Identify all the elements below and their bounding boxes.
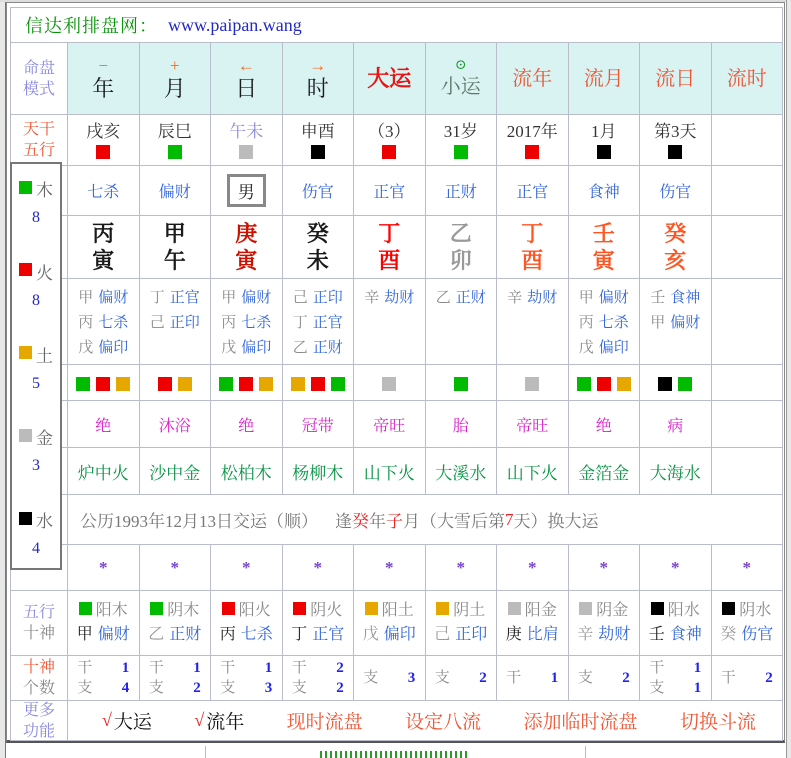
header-liushi[interactable]: 流时 — [712, 43, 783, 114]
row-label-wuxing-shishen: 五行 十神 — [11, 591, 67, 655]
hidden-stems-cell: 辛 劫财 — [354, 279, 425, 364]
count-cell: 干 1 支 4 — [68, 656, 139, 700]
water-square-icon — [19, 510, 32, 530]
metal-count: 3 — [32, 457, 40, 475]
element-square — [379, 145, 399, 159]
star-link[interactable]: * — [456, 557, 465, 577]
header-day-pillar[interactable]: ← 日 — [211, 43, 282, 114]
button-current-flow-chart[interactable]: 现时流盘 — [286, 712, 363, 733]
hidden-stems-cell: 甲 偏财 丙 七杀 戊 偏印 — [569, 279, 640, 364]
liunian-year: 2017年 — [497, 115, 568, 165]
water-count: 4 — [32, 540, 40, 557]
fire-count: 8 — [32, 291, 40, 309]
count-cell: 干 1 支 2 — [140, 656, 211, 700]
gender-cell — [211, 166, 282, 215]
ganzhi-hour: 癸 未 — [283, 216, 354, 278]
wuxing-cell: 阳火 丙 七杀 — [211, 591, 282, 655]
star-cell — [140, 545, 211, 590]
button-add-temp-flow-chart[interactable]: 添加临时流盘 — [523, 712, 638, 733]
nayin-cell: 沙中金 — [140, 448, 211, 494]
element-squares — [73, 377, 133, 391]
window-right-edge — [786, 0, 791, 758]
tengod-cell: 七杀 — [68, 166, 139, 215]
count-cell: 干 2 支 2 — [283, 656, 354, 700]
tengod-cell: 正财 — [426, 166, 497, 215]
element-squares — [155, 377, 195, 391]
hidden-stems-cell: 乙 正财 — [426, 279, 497, 364]
star-link[interactable]: * — [742, 557, 751, 577]
element-squares — [216, 377, 276, 391]
element-squares-cell — [283, 365, 354, 400]
dayun-index: （3） — [354, 115, 425, 165]
ganzhi-dayun[interactable]: 丁 酉 — [354, 216, 425, 278]
element-square — [722, 599, 735, 623]
star-link[interactable]: * — [528, 557, 537, 577]
element-square — [308, 145, 328, 159]
button-switch-dou-flow[interactable]: 切换斗流 — [679, 712, 756, 733]
stage-cell: 绝 — [211, 401, 282, 447]
star-cell — [497, 545, 568, 590]
wuxing-cell: 阴火 丁 正官 — [283, 591, 354, 655]
wood-count: 8 — [32, 209, 40, 226]
element-count-water: 水 4 — [12, 507, 60, 558]
earth-square-icon — [19, 344, 32, 364]
sun-icon[interactable]: ⊙ — [454, 57, 467, 73]
xiaoyun-age: 31岁 — [426, 115, 497, 165]
nayin-cell: 大溪水 — [426, 448, 497, 494]
tengod-cell: 伤官 — [640, 166, 711, 215]
wuxing-cell: 阳水 壬 食神 — [640, 591, 711, 655]
gender-badge[interactable]: 男 — [227, 174, 266, 207]
void-cell: 申酉 — [283, 115, 354, 165]
cutoff-grid-line — [585, 746, 586, 758]
liuyue-month: 1月 — [569, 115, 640, 165]
site-url-link[interactable]: www.paipan.wang — [168, 14, 302, 35]
star-link[interactable]: * — [599, 557, 608, 577]
star-cell — [712, 545, 783, 590]
nayin-cell: 松柏木 — [211, 448, 282, 494]
void-cell: 戌亥 — [68, 115, 139, 165]
star-cell — [569, 545, 640, 590]
wuxing-cell: 阳木 甲 偏财 — [68, 591, 139, 655]
header-hour-pillar[interactable]: → 时 — [283, 43, 354, 114]
header-dayun[interactable]: 大运 — [354, 43, 425, 114]
star-cell — [354, 545, 425, 590]
element-squares — [522, 377, 542, 391]
nayin-cell-empty — [712, 448, 783, 494]
stage-cell: 帝旺 — [497, 401, 568, 447]
stage-cell: 沐浴 — [140, 401, 211, 447]
element-count-fire: 火 8 — [12, 259, 60, 310]
ganzhi-xiaoyun[interactable]: 乙 卯 — [426, 216, 497, 278]
luck-transition-note: 公历1993年12月13日交运（顺） 逢 癸 年 子 月（大雪后第 7 天）换大运 — [68, 495, 782, 544]
star-cell — [640, 545, 711, 590]
element-squares-cell — [68, 365, 139, 400]
five-elements-panel — [10, 162, 62, 570]
stage-cell-empty — [712, 401, 783, 447]
nayin-cell: 大海水 — [640, 448, 711, 494]
stage-cell: 病 — [640, 401, 711, 447]
element-square — [451, 145, 471, 159]
element-squares — [655, 377, 695, 391]
nayin-cell: 山下火 — [497, 448, 568, 494]
row-label-more-functions: 更多 功能 — [11, 701, 67, 740]
element-squares-cell — [569, 365, 640, 400]
earth-count: 5 — [32, 374, 40, 392]
element-square — [436, 599, 449, 623]
toggle-dayun[interactable]: √ 大运 — [102, 710, 152, 733]
arrow-left-icon[interactable]: ← — [237, 55, 255, 75]
element-squares — [379, 377, 399, 391]
hidden-stems-cell: 辛 劫财 — [497, 279, 568, 364]
plus-icon[interactable]: + — [169, 55, 180, 75]
more-functions-bar — [68, 701, 782, 740]
wood-square-icon — [19, 179, 32, 199]
tengod-cell: 偏财 — [140, 166, 211, 215]
site-name: 信达利排盘网： — [25, 16, 158, 36]
metal-square-icon — [19, 427, 32, 447]
element-squares-cell — [640, 365, 711, 400]
element-square — [651, 599, 664, 623]
hidden-stems-cell: 己 正印 丁 正官 乙 正财 — [283, 279, 354, 364]
nayin-cell: 山下火 — [354, 448, 425, 494]
count-cell: 支 3 — [354, 656, 425, 700]
header-month-pillar[interactable]: + 月 — [140, 43, 211, 114]
wuxing-cell: 阴土 己 正印 — [426, 591, 497, 655]
star-cell — [211, 545, 282, 590]
element-square — [236, 145, 256, 159]
ganzhi-day: 庚 寅 — [211, 216, 282, 278]
tengod-cell: 正官 — [354, 166, 425, 215]
hidden-stems-cell: 甲 偏财 丙 七杀 戊 偏印 — [211, 279, 282, 364]
header-liuri[interactable]: 流日 — [640, 43, 711, 114]
element-square — [222, 599, 235, 623]
hidden-stems-cell: 壬 食神 甲 偏财 — [640, 279, 711, 364]
stage-cell: 绝 — [68, 401, 139, 447]
stage-cell: 胎 — [426, 401, 497, 447]
count-cell: 干 1 支 1 — [640, 656, 711, 700]
hidden-stems-cell-empty — [712, 279, 783, 364]
stage-cell: 绝 — [569, 401, 640, 447]
row-label-shishen-count: 十神 个数 — [11, 656, 67, 700]
wuxing-cell: 阳土 戊 偏印 — [354, 591, 425, 655]
nayin-cell: 炉中火 — [68, 448, 139, 494]
ganzhi-year: 丙 寅 — [68, 216, 139, 278]
tengod-cell: 正官 — [497, 166, 568, 215]
element-squares — [451, 377, 471, 391]
ganzhi-liunian[interactable]: 丁 酉 — [497, 216, 568, 278]
star-link[interactable]: * — [242, 557, 251, 577]
wuxing-cell: 阳金 庚 比肩 — [497, 591, 568, 655]
void-cell: 辰巳 — [140, 115, 211, 165]
corner-line1: 命盘 — [22, 59, 55, 77]
ganzhi-liushi-empty — [712, 216, 783, 278]
star-cell — [68, 545, 139, 590]
element-squares — [288, 377, 348, 391]
star-cell — [426, 545, 497, 590]
liuri-day: 第3天 — [640, 115, 711, 165]
element-squares-cell-empty — [712, 365, 783, 400]
element-squares-cell — [140, 365, 211, 400]
element-square — [665, 145, 685, 159]
check-icon: √ — [102, 710, 112, 730]
element-square — [579, 599, 592, 623]
content-frame — [6, 2, 785, 743]
tengod-cell-empty — [712, 166, 783, 215]
void-cell: 午未 — [211, 115, 282, 165]
element-square — [508, 599, 521, 623]
row-label-tiangan-wuxing: 天干 五行 — [11, 115, 67, 165]
hidden-stems-cell: 丁 正官 己 正印 — [140, 279, 211, 364]
check-icon: √ — [194, 710, 205, 730]
tengod-cell: 伤官 — [283, 166, 354, 215]
wuxing-cell: 阴水 癸 伤官 — [712, 591, 783, 655]
element-squares — [574, 377, 634, 391]
cutoff-grid-line — [205, 746, 206, 758]
arrow-right-icon[interactable]: → — [309, 55, 327, 75]
element-count-wood: 木 8 — [12, 176, 60, 227]
count-cell: 干 2 — [712, 656, 783, 700]
element-squares-cell — [497, 365, 568, 400]
element-square — [150, 599, 163, 623]
element-count-metal: 金 3 — [12, 424, 60, 475]
star-link[interactable]: * — [99, 557, 108, 577]
stage-cell: 帝旺 — [354, 401, 425, 447]
element-square — [93, 145, 113, 159]
corner-line2: 模式 — [22, 80, 55, 98]
tengod-cell: 食神 — [569, 166, 640, 215]
element-count-earth: 土 5 — [12, 342, 60, 393]
ganzhi-liuyue[interactable]: 壬 寅 — [569, 216, 640, 278]
count-cell: 支 2 — [569, 656, 640, 700]
stage-cell: 冠带 — [283, 401, 354, 447]
corner-label-chart-mode — [11, 43, 67, 114]
header-year-pillar[interactable]: − 年 — [68, 43, 139, 114]
star-cell — [283, 545, 354, 590]
element-squares-cell — [211, 365, 282, 400]
wuxing-cell: 阴金 辛 劫财 — [569, 591, 640, 655]
header-xiaoyun[interactable]: ⊙ 小运 — [426, 43, 497, 114]
header-liunian[interactable]: 流年 — [497, 43, 568, 114]
nayin-cell: 杨柳木 — [283, 448, 354, 494]
element-square — [165, 145, 185, 159]
minus-icon[interactable]: − — [98, 55, 109, 75]
hidden-stems-cell: 甲 偏财 丙 七杀 戊 偏印 — [68, 279, 139, 364]
void-cell-empty — [712, 115, 783, 165]
star-link[interactable]: * — [671, 557, 680, 577]
element-square — [79, 599, 92, 623]
element-square — [594, 145, 614, 159]
star-link[interactable]: * — [313, 557, 322, 577]
element-square — [522, 145, 542, 159]
wuxing-cell: 阴木 乙 正财 — [140, 591, 211, 655]
star-link[interactable]: * — [170, 557, 179, 577]
bazi-chart-table — [10, 7, 783, 741]
star-link[interactable]: * — [385, 557, 394, 577]
element-squares-cell — [426, 365, 497, 400]
ganzhi-month: 甲 午 — [140, 216, 211, 278]
site-title-bar — [11, 8, 782, 42]
element-square — [365, 599, 378, 623]
nayin-cell: 金箔金 — [569, 448, 640, 494]
cutoff-next-section — [320, 751, 470, 758]
toggle-liunian[interactable]: √ 流年 — [194, 710, 245, 733]
count-cell: 干 1 支 3 — [211, 656, 282, 700]
header-liuyue[interactable]: 流月 — [569, 43, 640, 114]
count-cell: 支 2 — [426, 656, 497, 700]
count-cell: 干 1 — [497, 656, 568, 700]
element-squares-cell — [354, 365, 425, 400]
button-set-eight-flows[interactable]: 设定八流 — [405, 712, 482, 733]
element-square — [293, 599, 306, 623]
fire-square-icon — [19, 261, 32, 281]
ganzhi-liuri[interactable]: 癸 亥 — [640, 216, 711, 278]
